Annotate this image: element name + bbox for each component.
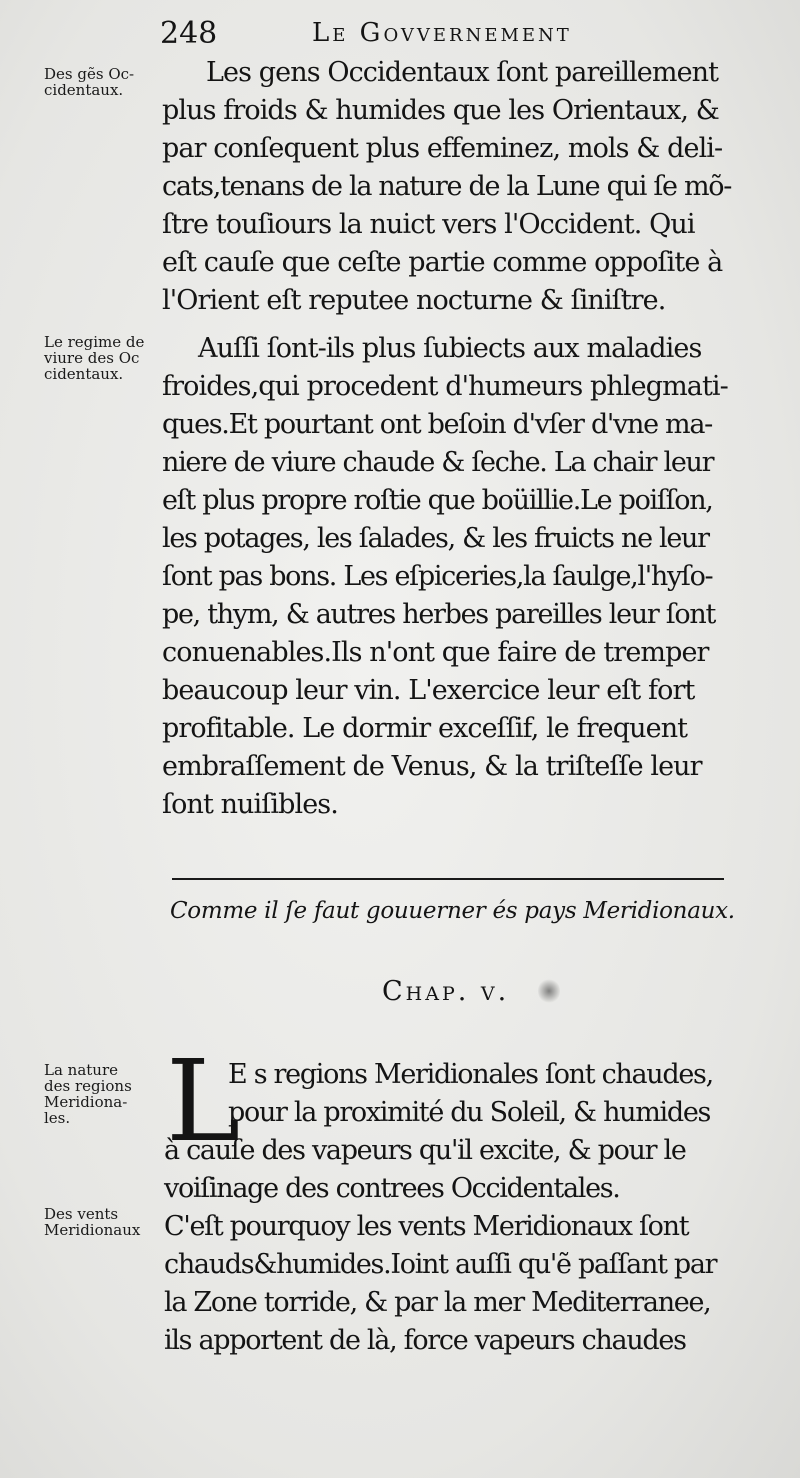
chapter-title: Comme il ſe faut gouuerner és pays Meridionaux. [170, 898, 735, 924]
text-line: froides,qui procedent d'humeurs phlegmati- [162, 371, 728, 402]
margin-note-line: La nature [44, 1061, 119, 1079]
text-line: les potages, les ſalades, & les fruicts ne leur [162, 523, 709, 554]
margin-note-line: viure des Oc [44, 349, 140, 367]
text-line: profitable. Le dormir exceſſif, le frequent [162, 713, 688, 744]
text-line: chauds&humides.Ioint auſſi qu'ẽ paſſant par [164, 1249, 717, 1280]
text-line: ſont nuiſibles. [162, 789, 338, 820]
text-line: plus froids & humides que les Orientaux, & [162, 95, 719, 126]
margin-note-line: cidentaux. [44, 365, 124, 383]
margin-note-line: les. [44, 1109, 71, 1127]
margin-note-line: Des gẽs Oc- [44, 65, 135, 83]
margin-note-line: Meridiona- [44, 1093, 128, 1111]
margin-note-winds [44, 1206, 162, 1238]
margin-note-regime [44, 334, 162, 382]
paragraph-winds [164, 1208, 754, 1360]
text-line: par conſequent plus effeminez, mols & deli- [162, 133, 723, 164]
margin-note-line: Meridionaux [44, 1221, 141, 1239]
text-line: conuenables.Ils n'ont que faire de tremper [162, 637, 709, 668]
text-line: l'Orient eſt reputee nocturne & ſiniſtre. [162, 285, 666, 316]
text-line: à cauſe des vapeurs qu'il excite, & pour le [164, 1135, 686, 1166]
text-line: C'eſt pourquoy les vents Meridionaux ſont [164, 1211, 689, 1242]
margin-note-line: Des vents [44, 1205, 119, 1223]
text-line: ils apportent de là, force vapeurs chaudes [164, 1325, 686, 1356]
section-divider [172, 878, 724, 880]
text-line: ſont pas bons. Les eſpiceries,la ſaulge,l'hyſo- [162, 561, 713, 592]
text-line: embraſſement de Venus, & la triſteſſe leur [162, 751, 702, 782]
text-line: pour la proximité du Soleil, & humides [228, 1097, 711, 1128]
margin-note-line: cidentaux. [44, 81, 124, 99]
text-line: E s regions Meridionales ſont chaudes, [228, 1059, 713, 1090]
text-line: niere de viure chaude & ſeche. La chair leur [162, 447, 714, 478]
page-number: 248 [160, 16, 218, 51]
running-head: Le Govvernement [312, 18, 572, 48]
text-line: eſt plus propre roſtie que boüillie.Le poiſſon, [162, 485, 713, 516]
paragraph-regime [162, 330, 742, 824]
text-line: cats,tenans de la nature de la Lune qui ſe mõ- [162, 171, 732, 202]
page-header [0, 14, 800, 54]
margin-note-occidentals [44, 66, 162, 98]
text-line: eſt cauſe que ceſte partie comme oppoſite à [162, 247, 723, 278]
chapter-number: Chap. v. [382, 976, 510, 1007]
text-line: Auſſi ſont-ils plus ſubiects aux maladies [198, 333, 702, 364]
text-line: voiſinage des contrees Occidentales. [164, 1173, 620, 1204]
text-line: ſtre touſiours la nuict vers l'Occident. Qui [162, 209, 695, 240]
paragraph-regions [164, 1132, 754, 1208]
text-line: beaucoup leur vin. L'exercice leur eſt fort [162, 675, 695, 706]
paragraph-occidentals [162, 54, 742, 320]
text-line: pe, thym, & autres herbes pareilles leur ſont [162, 599, 716, 630]
margin-note-regions [44, 1062, 162, 1126]
text-line: la Zone torride, & par la mer Mediterranee, [164, 1287, 711, 1318]
ink-smudge [538, 978, 560, 1004]
chapter-opening-lines [228, 1056, 748, 1132]
text-line: ques.Et pourtant ont beſoin d'vſer d'vne ma- [162, 409, 712, 440]
margin-note-line: Le regime de [44, 333, 145, 351]
margin-note-line: des regions [44, 1077, 132, 1095]
drop-cap: L [166, 1037, 241, 1167]
text-line: Les gens Occidentaux ſont pareillement [206, 57, 719, 88]
